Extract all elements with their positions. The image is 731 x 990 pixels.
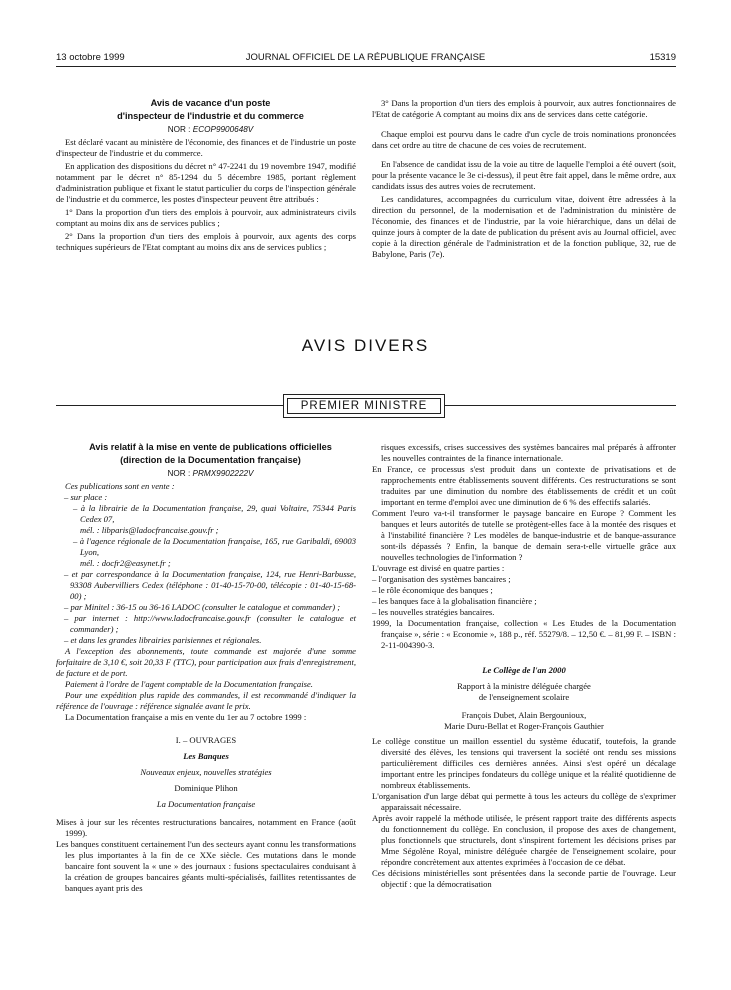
list-item: mél. : libparis@ladocfrancaise.gouv.fr ; <box>80 525 219 535</box>
book-author: Marie Duru-Bellat et Roger-François Gauthier <box>444 721 604 731</box>
nor-label: NOR : <box>167 469 193 478</box>
list-item: – à la librairie de la Documentation française, 29, quai Voltaire, 75344 Paris Cedex 07, <box>73 503 356 524</box>
paragraph: Paiement à l'ordre de l'agent comptable de la Documentation française. <box>65 679 313 689</box>
vacance-nor <box>56 124 356 135</box>
publications-right-column <box>372 442 676 890</box>
section-heading: I. – OUVRAGES <box>175 735 237 745</box>
list-item: – par Minitel : 36-15 ou 36-16 LADOC (consulter le catalogue et commander) ; <box>64 602 341 612</box>
paragraph: Mises à jour sur les récentes restructurations bancaires, notamment en France (août 1999). <box>56 817 356 838</box>
paragraph: Est déclaré vacant au ministère de l'économie, des finances et de l'industrie un poste d'inspecteur de l'industrie et du commerce. <box>56 137 356 158</box>
paragraph: La Documentation française a mis en vente du 1er au 7 octobre 1999 : <box>65 712 307 722</box>
vacance-right-column <box>372 98 676 262</box>
paragraph: 2° Dans la proportion d'un tiers des emplois à pourvoir, aux agents des corps techniques supérieurs de l'Etat comptant au moins dix ans de services publics ; <box>56 231 356 252</box>
list-item: – les banques face à la globalisation financière ; <box>372 596 537 606</box>
list-item: – sur place : <box>64 492 108 502</box>
paragraph: En France, ce processus s'est produit dans un contexte de privatisations et de rapprochements entre établissements souvent différents. Ces restructurations se sont traduites par une diminution du nombre des établissements de crédit et un coût important en terme d'emploi avec une diminution de 6 % des effectifs salariés. <box>372 464 676 507</box>
rule-right <box>444 405 676 406</box>
vacance-title-2: d'inspecteur de l'industrie et du commerce <box>117 111 304 121</box>
list-item: – et par correspondance à la Documentation française, 124, rue Henri-Barbusse, 93308 Aubervilliers Cedex (téléphone : 01-40-15-70-00, télécopie : 01-40-15-68-00) ; <box>64 569 356 601</box>
header-page-number: 15319 <box>649 52 676 63</box>
book-title: Le Collège de l'an 2000 <box>482 665 566 675</box>
vacance-left-column <box>56 98 356 255</box>
paragraph: Ces décisions ministérielles sont présentées dans la seconde partie de l'ouvrage. Leur objectif : que la démocratisation <box>372 868 676 889</box>
paragraph: Pour une expédition plus rapide des commandes, il est recommandé d'indiquer la référence de l'ouvrage : référence signalée avant le prix. <box>56 690 356 711</box>
book-author: François Dubet, Alain Bergounioux, <box>461 710 587 720</box>
book-title: Les Banques <box>183 751 229 761</box>
list-item: – par internet : http://www.ladocfrancaise.gouv.fr (consulter le catalogue et commander) ; <box>64 613 356 634</box>
book-subtitle: Nouveaux enjeux, nouvelles stratégies <box>140 767 272 777</box>
paragraph: En application des dispositions du décret n° 47-2241 du 19 novembre 1947, modifié notamment par le décret n° 85-1294 du 5 décembre 1985, portant règlement d'administration publique et fixant le statut particulier du corps de l'inspection générale de l'industrie et du commerce, les postes d'inspecteur peuvent être attribués : <box>56 161 356 204</box>
paragraph: 1° Dans la proportion d'un tiers des emplois à pourvoir, aux administrateurs civils comptant au moins dix ans de services publics ; <box>56 207 356 228</box>
header-date: 13 octobre 1999 <box>56 52 125 63</box>
rule-left <box>56 405 283 406</box>
nor-code: ECOP9900648V <box>192 125 254 134</box>
paragraph: risques excessifs, crises successives des systèmes bancaires mal préparés à affronter les nouvelles contraintes de la finance internationale. <box>381 442 676 463</box>
paragraph: Ces publications sont en vente : <box>65 481 175 491</box>
paragraph: A l'exception des abonnements, toute commande est majorée d'une somme forfaitaire de 3,10 €, soit 20,33 F (TTC), pour participation aux frais d'enregistrement, de facture et de port. <box>56 646 356 678</box>
book-author: Dominique Plihon <box>174 783 238 793</box>
publications-left-column <box>56 442 356 894</box>
list-item: – l'organisation des systèmes bancaires ; <box>372 574 511 584</box>
paragraph: 3° Dans la proportion d'un tiers des emplois à pourvoir, aux autres fonctionnaires de l'Etat de catégorie A comptant au moins dix ans de services dans cette catégorie. <box>372 98 676 119</box>
ministry-label: PREMIER MINISTRE <box>287 398 441 414</box>
header-journal: JOURNAL OFFICIEL DE LA RÉPUBLIQUE FRANÇAISE <box>245 52 486 63</box>
publications-nor <box>56 468 356 479</box>
ministry-box <box>283 394 445 418</box>
paragraph: L'organisation d'un large débat qui permette à tous les acteurs du collège de s'exprimer apparaissait nécessaire. <box>372 791 676 812</box>
nor-code: PRMX9902222V <box>192 469 254 478</box>
paragraph: Le collège constitue un maillon essentiel du système éducatif, toutefois, la grande diversité des élèves, les tensions qui traversent la société ont rendu ses missions particulièrement difficiles ces dernières années. Ainsi s'est opéré un décalage important entre les principes fondateurs du collège unique et la réalité quotidienne de nombreux établissements. <box>372 736 676 790</box>
book-subtitle: Rapport à la ministre déléguée chargée <box>457 681 591 691</box>
book-publisher: La Documentation française <box>156 799 256 809</box>
book-subtitle: de l'enseignement scolaire <box>478 692 570 702</box>
paragraph: Comment l'euro va-t-il transformer le paysage bancaire en Europe ? Comment les banques et leurs autorités de tutelle se protègent-elles face à la montée des risques et à l'instabilité financière ? Les modèles de banque-industrie et de banque-assurance sont-ils dépassés ? Enfin, la banque de demain sera-t-elle virtuelle grâce aux nouvelles technologies de l'information ? <box>372 508 676 562</box>
nor-label: NOR : <box>167 125 193 134</box>
header-rule <box>56 66 676 67</box>
publications-title-1: Avis relatif à la mise en vente de publications officielles <box>89 442 332 452</box>
paragraph: L'ouvrage est divisé en quatre parties : <box>372 563 505 573</box>
paragraph: En l'absence de candidat issu de la voie au titre de laquelle l'emploi a été ouvert (soit, pour la présente vacance le 3e ci-dessus), il peut être fait appel, dans le même ordre, aux candidats issus des autres voies de recrutement. <box>372 159 676 191</box>
book-reference: 1999, la Documentation française, collection « Les Etudes de la Documentation française », série : « Economie », 188 p., réf. 55279/8. – 12,50 €. – 81,99 F. – ISBN : 2-11-004390-3. <box>372 618 676 650</box>
paragraph: Chaque emploi est pourvu dans le cadre d'un cycle de trois nominations prononcées dans cet ordre au titre de chacune de ces voies de recrutement. <box>372 129 676 150</box>
list-item: – les nouvelles stratégies bancaires. <box>372 607 495 617</box>
paragraph: Après avoir rappelé la méthode utilisée, le présent rapport traite des différents aspects du fonctionnement du collège. En conclusion, il propose des axes de changement, plus fonctionnels que structurels, dont s'inspirent fortement les décisions prises par Mme Ségolène Royal, ministre déléguée chargée de l'enseignement scolaire, pour répondre concrètement aux attentes exprimées à l'occasion de ce débat. <box>372 813 676 867</box>
section-heading-avis-divers: AVIS DIVERS <box>301 336 430 355</box>
list-item: – le rôle économique des banques ; <box>372 585 493 595</box>
vacance-title-1: Avis de vacance d'un poste <box>150 98 271 108</box>
list-item: mél. : docfr2@easynet.fr ; <box>80 558 171 568</box>
publications-title-2: (direction de la Documentation française) <box>120 455 301 465</box>
paragraph: Les banques constituent certainement l'un des secteurs ayant connu les transformations les plus importantes à la fin de ce XXe siècle. Ces mutations dans le monde bancaire font souvent la « une » des journaux : fusions spectaculaires conduisant à la création de groupes bancaires géants multi-spécialisés, faillites retentissantes de banques ayant pris des <box>56 839 356 893</box>
paragraph: Les candidatures, accompagnées du curriculum vitae, doivent être adressées à la direction du personnel, de la modernisation et de l'administration du ministère de l'économie, des finances et de l'industrie, par la voie hiérarchique, dans un délai de quinze jours à compter de la date de publication du présent avis au Journal officiel, avec copie à la direction générale de l'administration et de la fonction publique, 32, rue de Babylone, Paris (7e). <box>372 194 676 259</box>
list-item: – et dans les grandes librairies parisiennes et régionales. <box>64 635 262 645</box>
list-item: – à l'agence régionale de la Documentation française, 165, rue Garibaldi, 69003 Lyon, <box>73 536 356 557</box>
